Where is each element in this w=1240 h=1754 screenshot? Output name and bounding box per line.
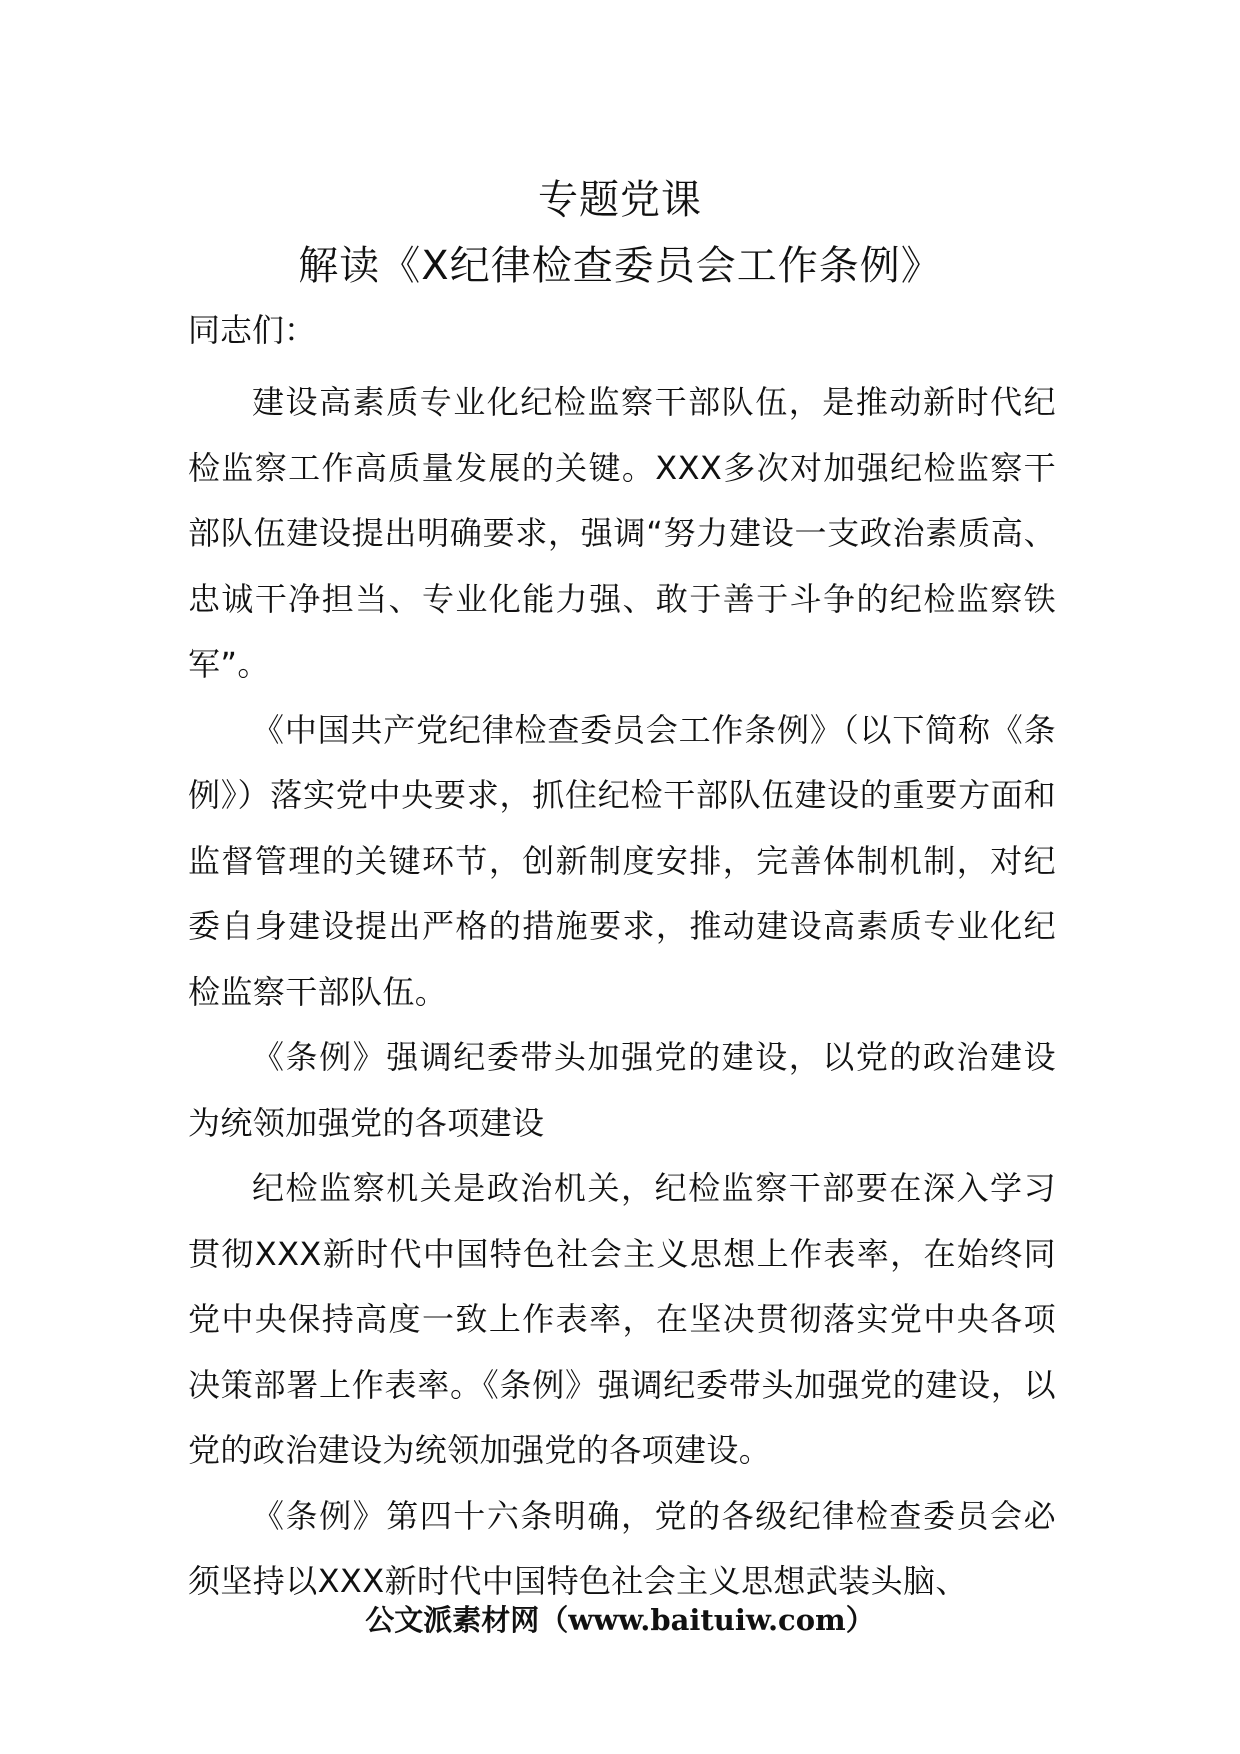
document-title: 专题党课 [538,177,702,223]
paragraph: 建设高素质专业化纪检监察干部队伍，是推动新时代纪检监察工作高质量发展的关键。XXX多次对加强纪检监察干部队伍建设提出明确要求，强调“努力建设一支政治素质高、忠诚干净担当、专业化能力强、敢于善于斗争的纪检监察铁军”。 [188,383,1056,683]
document-subtitle: 解读《X纪律检查委员会工作条例》 [298,243,942,289]
footer-text: 公文派素材网（www.baituiw.com） [365,1603,875,1637]
salutation: 同志们： [188,311,317,349]
document-body [188,370,1056,1615]
paragraph: 《条例》第四十六条明确，党的各级纪律检查委员会必须坚持以XXX新时代中国特色社会主义思想武装头脑、 [188,1496,1056,1600]
footer-watermark [0,1600,1240,1640]
paragraph: 《中国共产党纪律检查委员会工作条例》（以下简称《条例》）落实党中央要求，抓住纪检干部队伍建设的重要方面和监督管理的关键环节，创新制度安排，完善体制机制，对纪委自身建设提出严格的措施要求，推动建设高素质专业化纪检监察干部队伍。 [188,710,1056,1011]
paragraph: 《条例》强调纪委带头加强党的建设，以党的政治建设为统领加强党的各项建设 [188,1038,1056,1142]
paragraph: 纪检监察机关是政治机关，纪检监察干部要在深入学习贯彻XXX新时代中国特色社会主义思想上作表率，在始终同党中央保持高度一致上作表率，在坚决贯彻落实党中央各项决策部署上作表率。《条例》强调纪委带头加强党的建设，以党的政治建设为统领加强党的各项建设。 [188,1169,1056,1469]
